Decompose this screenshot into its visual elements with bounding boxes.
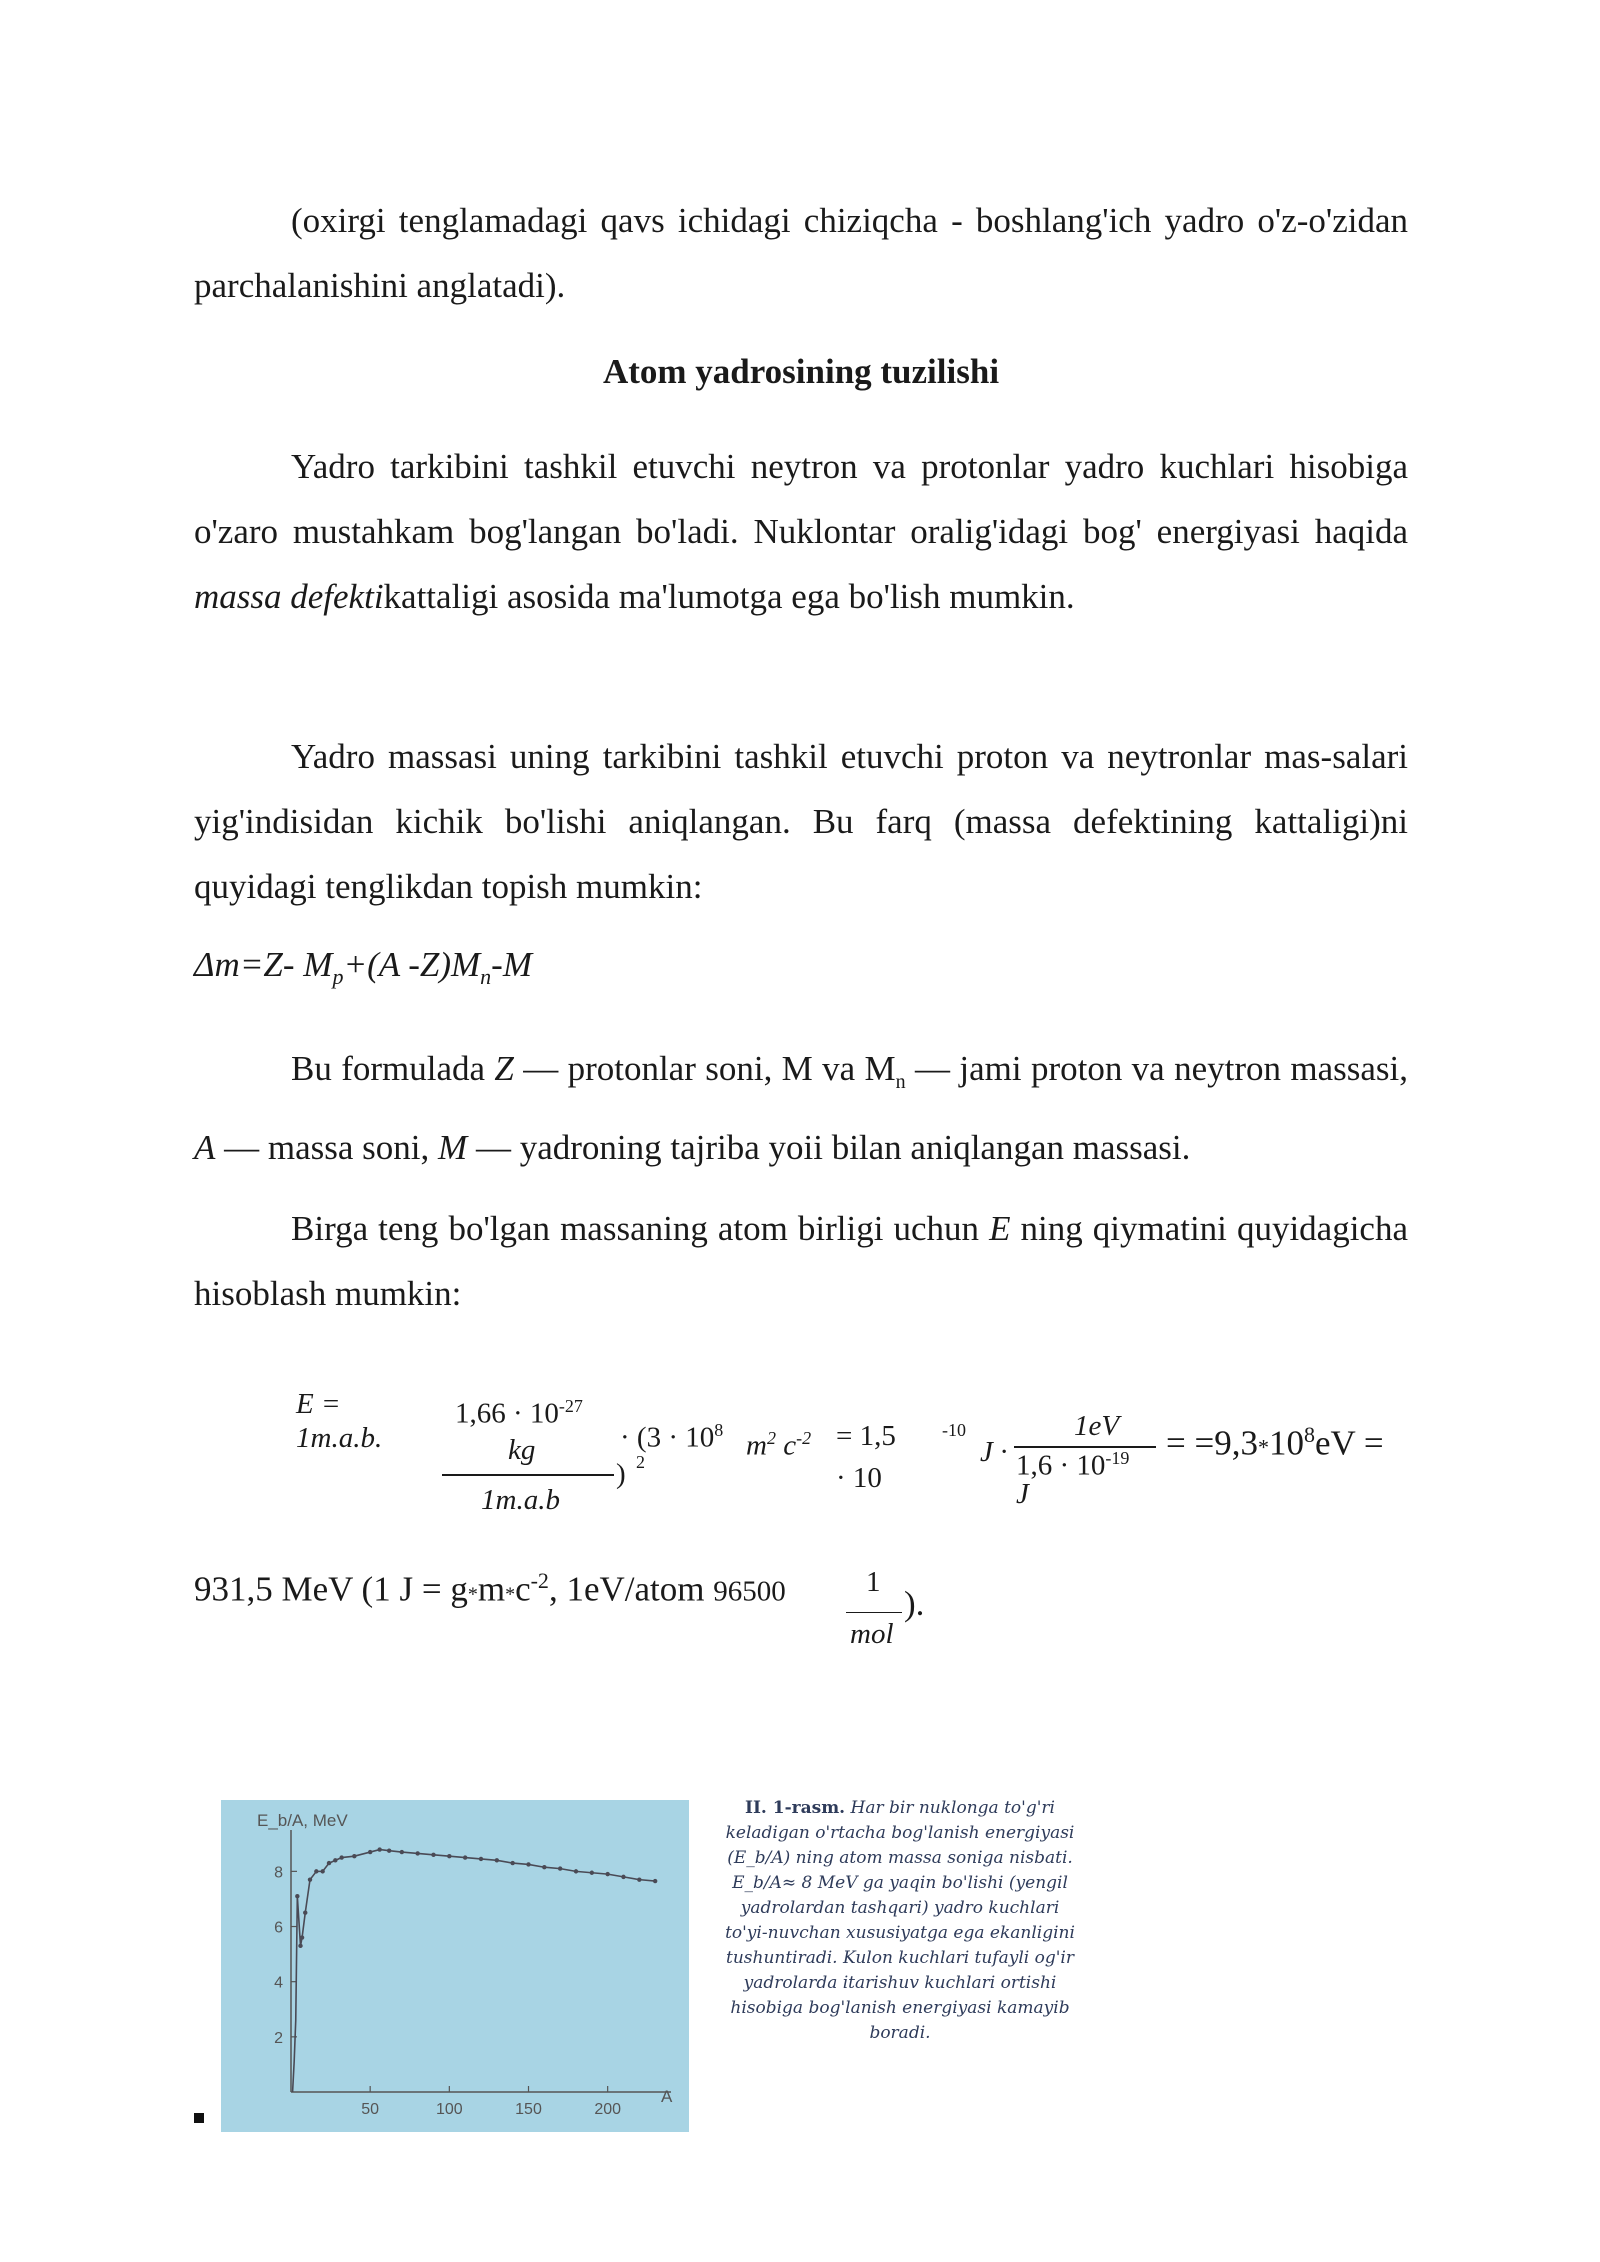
p5-a: Birga teng bo'lgan massaning atom birligi uchun xyxy=(291,1209,990,1248)
line2-96500: 96500 xyxy=(713,1575,786,1608)
line2-star2: * xyxy=(505,1583,516,1606)
data-point xyxy=(605,1872,609,1876)
p4-e: — yadroning tajriba yoii bilan aniqlangan massasi. xyxy=(467,1128,1191,1167)
x-tick-label: 150 xyxy=(515,2101,542,2118)
data-point xyxy=(314,1869,318,1873)
calc-paren-close: ) xyxy=(616,1458,626,1490)
data-point xyxy=(431,1853,435,1857)
line2-star1: * xyxy=(467,1583,478,1606)
y-tick-label: 6 xyxy=(274,1919,283,1937)
data-point xyxy=(400,1850,404,1854)
chart-xlabel: A xyxy=(661,2087,673,2106)
binding-energy-line xyxy=(293,1850,656,2092)
p4-a: Bu formulada xyxy=(291,1049,495,1088)
formula-sub-p: p xyxy=(332,964,344,989)
calc-m-exp: 2 xyxy=(766,1428,776,1448)
data-point xyxy=(368,1850,372,1854)
calc-e-label: E = xyxy=(296,1388,341,1420)
chart-axes xyxy=(291,1830,671,2092)
data-point xyxy=(653,1879,657,1883)
data-point xyxy=(526,1862,530,1866)
caption-title: II. 1-rasm. xyxy=(745,1798,846,1818)
data-point xyxy=(298,1944,302,1948)
fraction-bar-1 xyxy=(442,1474,614,1476)
p4-b: — protonlar soni, M va M xyxy=(513,1049,896,1088)
x-tick-label: 50 xyxy=(361,2101,380,2118)
data-point xyxy=(574,1869,578,1873)
paragraph-intro-text: (oxirgi tenglamadagi qavs ichidagi chiziqcha - boshlang'ich yadro o'z-o'zidan parchalanishini anglatadi). xyxy=(194,201,1408,305)
p4-d: — massa soni, xyxy=(215,1128,439,1167)
calc-kg: kg xyxy=(508,1434,536,1466)
calc-ev: eV = xyxy=(1314,1423,1384,1463)
formula-sub-n: n xyxy=(480,964,492,989)
data-point xyxy=(495,1858,499,1862)
data-point xyxy=(510,1861,514,1865)
formula-part-a: Δm=Z- M xyxy=(194,945,333,984)
data-point xyxy=(339,1855,343,1859)
p4-sub-n: n xyxy=(895,1071,906,1093)
calc-num-ev: 1eV xyxy=(1074,1410,1120,1442)
calc-eq15: = 1,5 xyxy=(836,1420,896,1452)
formula-part-c: -M xyxy=(491,945,532,984)
paragraph-yadro-tarkibi xyxy=(194,434,1408,629)
p2-emphasis: massa defekti xyxy=(194,577,384,616)
y-tick-label: 4 xyxy=(274,1974,283,1992)
calc-den-ev-text: 1,6 · 10 xyxy=(1016,1449,1106,1482)
p2-text-a: Yadro tarkibini tashkil etuvchi neytron va protonlar yadro kuchlari hisobiga o'zaro mustahkam bog'langan bo'ladi. Nuklontar oralig'idagi bog' energiyasi haqida xyxy=(194,447,1408,551)
x-tick-label: 100 xyxy=(435,2101,463,2118)
calc-mult3 xyxy=(620,1420,723,1455)
paragraph-energy-intro xyxy=(194,1196,1408,1326)
p2-text-b: kattaligi asosida ma'lumotga ega bo'lish mumkin. xyxy=(383,577,1075,616)
data-point xyxy=(590,1871,594,1875)
calc-mult3-text: · (3 · 10 xyxy=(620,1421,715,1454)
calc-exp19: -19 xyxy=(1105,1448,1130,1468)
calc-star: * xyxy=(1257,1434,1269,1460)
data-point xyxy=(637,1877,641,1881)
p4-z: Z xyxy=(494,1049,514,1088)
chart-curve xyxy=(293,1847,658,2092)
formula-part-b: +(A -Z)M xyxy=(343,945,481,984)
data-point xyxy=(621,1875,625,1879)
calc-den1: 1m.a.b xyxy=(481,1484,560,1516)
line2-cexp: -2 xyxy=(530,1568,549,1593)
calc-line-mev xyxy=(194,1568,786,1610)
paragraph-formula-explanation xyxy=(194,1036,1408,1180)
x-tick-label: 200 xyxy=(594,2101,622,2118)
data-point xyxy=(558,1866,562,1870)
p3-text: Yadro massasi uning tarkibini tashkil etuvchi proton va neytronlar mas-salari yig'indisidan kichik bo'lishi aniqlangan. Bu farq (massa defektining kattaligi)ni quyidagi tenglikdan topish mumkin: xyxy=(194,737,1408,906)
p4-m: M xyxy=(438,1128,468,1167)
data-point xyxy=(463,1855,467,1859)
data-point xyxy=(300,1935,304,1939)
calc-m2c xyxy=(746,1428,811,1463)
calc-result-text: = =9,3 xyxy=(1166,1423,1258,1463)
data-point xyxy=(308,1877,312,1881)
y-tick-label: 8 xyxy=(274,1864,283,1882)
line2-frac-num: 1 xyxy=(866,1566,881,1598)
line2-close: ). xyxy=(904,1584,925,1623)
paragraph-intro xyxy=(194,188,1408,318)
line2-b: m xyxy=(477,1569,506,1609)
data-point xyxy=(377,1847,381,1851)
calc-num1 xyxy=(455,1396,583,1431)
calc-jdot: J · xyxy=(980,1436,1008,1468)
calc-exp8b: 8 xyxy=(1303,1422,1315,1447)
line2-a: 931,5 MeV (1 J = g xyxy=(194,1569,468,1609)
calc-num1-text: 1,66 · 10 xyxy=(455,1397,559,1430)
data-point xyxy=(327,1861,331,1865)
line2-frac-den: mol xyxy=(850,1618,894,1650)
calc-result xyxy=(1166,1422,1384,1464)
data-point xyxy=(387,1848,391,1852)
caption-body: Har bir nuklonga to'g'ri keladigan o'rtacha bog'lanish energiyasi (E_b/A) ning atom massa soniga nisbati. E_b/A≈ 8 MeV ga yaqin bo'lishi (yengil yadrolardan tashqari) yadro kuchlari to'yi-nuvchan xususiyatga ega ekanligini tushuntiradi. Kulon kuchlari tufayli og'ir yadrolarda itarishuv kuchlari ortishi hisobiga bog'lanish energiyasi kamayib boradi. xyxy=(725,1798,1075,2043)
chart-ylabel: E_b/A, MeV xyxy=(257,1811,348,1830)
bullet-marker xyxy=(194,2113,204,2123)
p5-e: E xyxy=(989,1209,1011,1248)
data-point xyxy=(415,1851,419,1855)
y-tick-label: 2 xyxy=(274,2029,283,2047)
calc-ten: 10 xyxy=(1268,1423,1304,1463)
calc-sq2: 2 xyxy=(636,1452,645,1472)
calc-dot10: · 10 xyxy=(836,1462,882,1494)
data-point xyxy=(352,1854,356,1858)
data-point xyxy=(542,1865,546,1869)
data-point xyxy=(320,1869,324,1873)
calc-exp27: -27 xyxy=(558,1396,583,1416)
binding-energy-chart xyxy=(221,1800,689,2132)
line2-d: , 1eV/atom xyxy=(548,1569,714,1609)
figure-caption xyxy=(720,1796,1080,2046)
fraction-bar-3 xyxy=(846,1612,902,1613)
calc-unit-label: 1m.a.b. xyxy=(296,1422,383,1454)
calc-exp8: 8 xyxy=(714,1420,724,1440)
calc-c-exp: -2 xyxy=(796,1428,812,1448)
p4-a2: A xyxy=(194,1128,216,1167)
calc-exp10: -10 xyxy=(942,1420,966,1440)
line2-c: c xyxy=(515,1569,531,1609)
data-point xyxy=(333,1858,337,1862)
data-point xyxy=(479,1857,483,1861)
calc-j2: J xyxy=(1016,1478,1029,1510)
binding-energy-figure xyxy=(221,1800,689,2132)
mass-defect-formula xyxy=(194,945,532,990)
data-point xyxy=(303,1911,307,1915)
p4-c: — jami proton va neytron massasi, xyxy=(905,1049,1408,1088)
calc-den-ev xyxy=(1016,1448,1129,1483)
chart-ticks xyxy=(274,1864,621,2118)
p5-b: ning qiymatini quyidagicha hisoblash mumkin: xyxy=(194,1209,1409,1313)
data-point xyxy=(295,1894,299,1898)
paragraph-yadro-massasi xyxy=(194,724,1408,919)
calc-c: c xyxy=(775,1429,797,1462)
calc-m: m xyxy=(746,1429,767,1462)
data-point xyxy=(447,1854,451,1858)
section-heading: Atom yadrosining tuzilishi xyxy=(602,352,1000,391)
